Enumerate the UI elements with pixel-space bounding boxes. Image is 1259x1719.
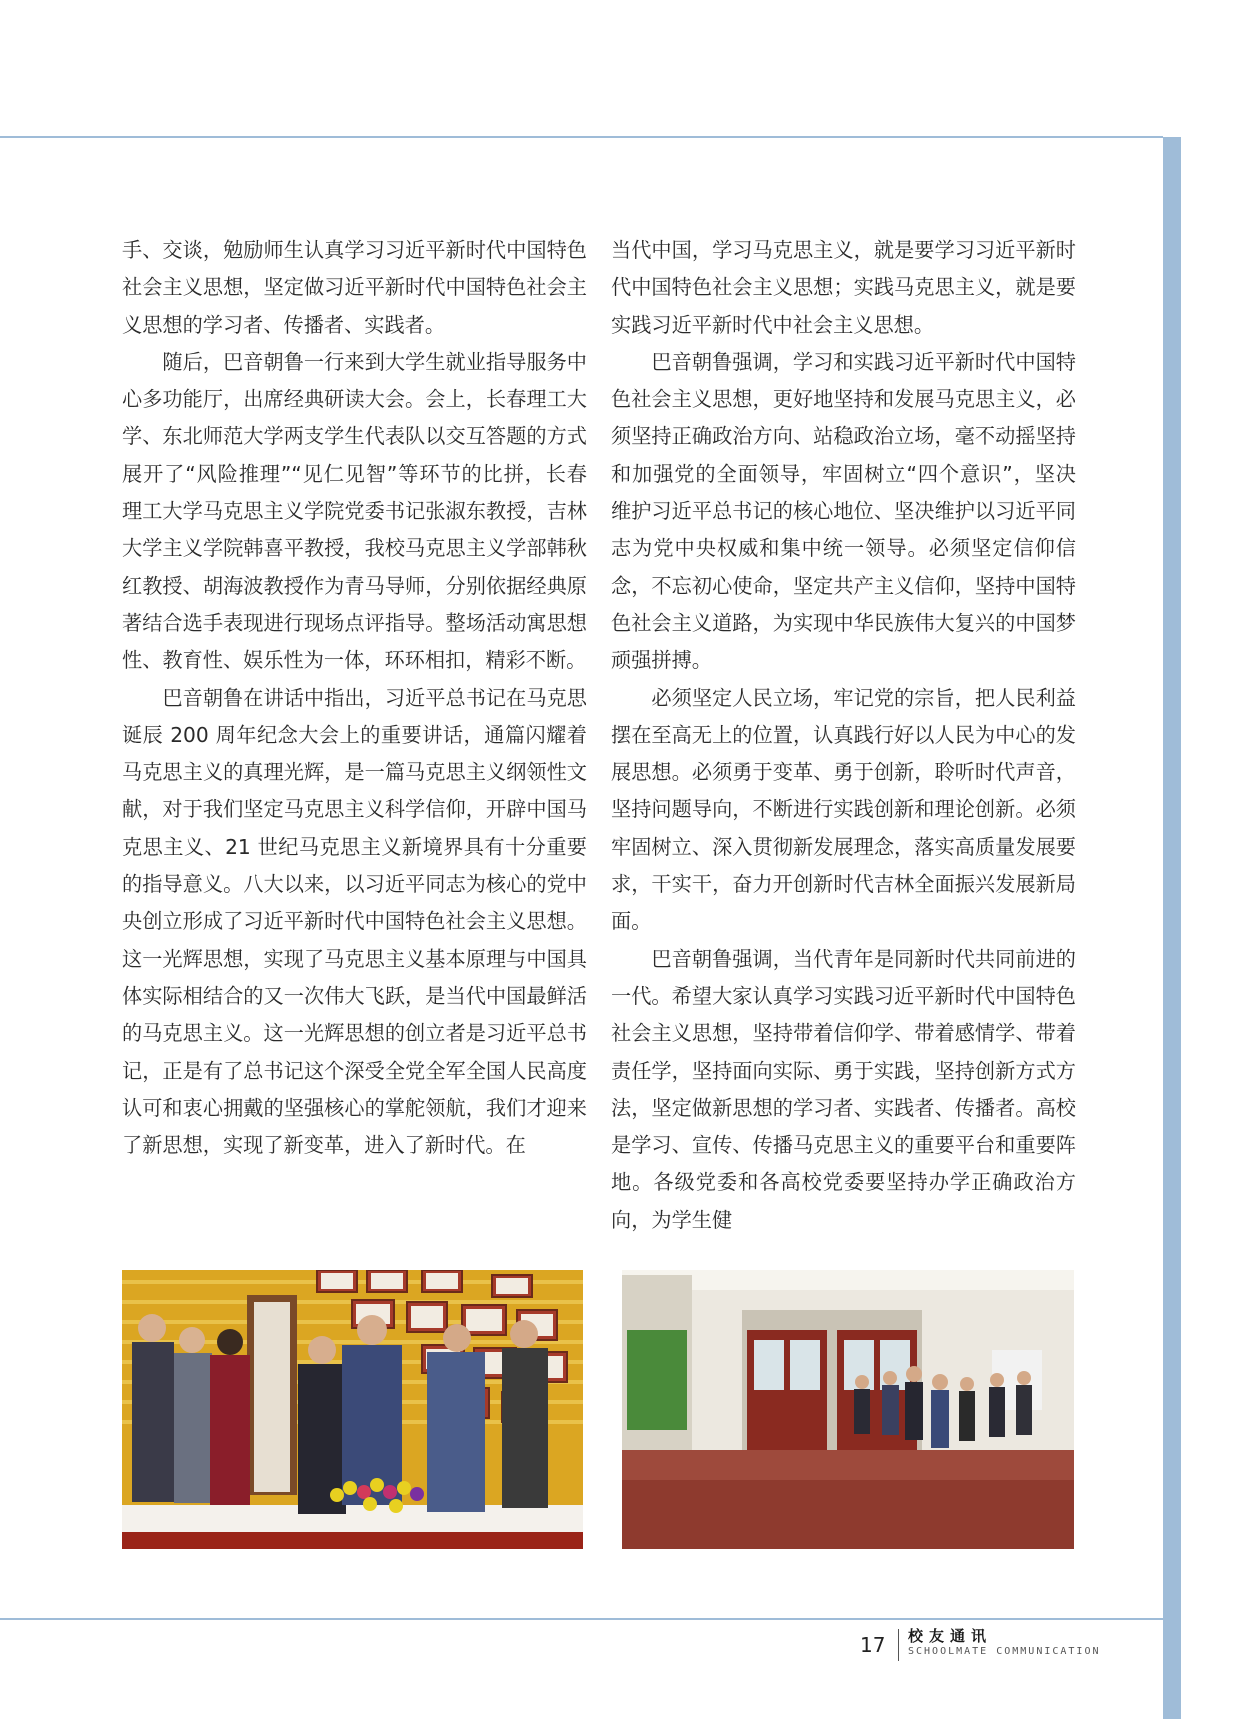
- photo-lobby: [622, 1270, 1074, 1549]
- lobby-illustration: [622, 1270, 1074, 1549]
- paragraph: 巴音朝鲁强调，学习和实践习近平新时代中国特色社会主义思想，更好地坚持和发展马克思主义，必须坚持正确政治方向、站稳政治立场，毫不动摇坚持和加强党的全面领导，牢固树立“四个意识”，坚决维护习近平总书记的核心地位、坚决维护以习近平同志为党中央权威和集中统一领导。必须坚定信仰信念，不忘初心使命，坚定共产主义信仰，坚持中国特色社会主义道路，为实现中华民族伟大复兴的中国梦顽强拼搏。: [611, 349, 1076, 673]
- paragraph: 随后，巴音朝鲁一行来到大学生就业指导服务中心多功能厅，出席经典研读大会。会上，长春理工大学、东北师范大学两支学生代表队以交互答题的方式展开了“风险推理”“见仁见智”等环节的比拼，长春理工大学马克思主义学院党委书记张淑东教授，吉林大学主义学院韩喜平教授，我校马克思主义学部韩秋红教授、胡海波教授作为青马导师，分别依据经典原著结合选手表现进行现场点评指导。整场活动寓思想性、教育性、娱乐性为一体，环环相扣，精彩不断。: [122, 349, 587, 673]
- bottom-rule: [0, 1618, 1163, 1620]
- side-color-bar: [1163, 137, 1181, 1719]
- paragraph: 必须坚定人民立场，牢记党的宗旨，把人民利益摆在至高无上的位置，认真践行好以人民为中心的发展思想。必须勇于变革、勇于创新，聆听时代声音，坚持问题导向，不断进行实践创新和理论创新。必须牢固树立、深入贯彻新发展理念，落实高质量发展要求，干实干，奋力开创新时代吉林全面振兴发展新局面。: [611, 685, 1076, 934]
- article-column-left: [122, 232, 587, 1164]
- magazine-subtitle: SCHOOLMATE COMMUNICATION: [908, 1646, 1101, 1657]
- top-rule: [0, 136, 1163, 138]
- paragraph: 巴音朝鲁强调，当代青年是同新时代共同前进的一代。希望大家认真学习实践习近平新时代中国特色社会主义思想，坚持带着信仰学、带着感情学、带着责任学，坚持面向实际、勇于实践，坚持创新方式方法，坚定做新思想的学习者、实践者、传播者。高校是学习、宣传、传播马克思主义的重要平台和重要阵地。各级党委和各高校党委要坚持办学正确政治方向，为学生健: [611, 946, 1076, 1232]
- magazine-title: 校友通讯: [908, 1627, 993, 1645]
- article-column-right: [611, 232, 1076, 1239]
- meeting-room-illustration: [122, 1270, 583, 1549]
- paragraph: 当代中国，学习马克思主义，就是要学习习近平新时代中国特色社会主义思想；实践马克思主义，就是要实践习近平新时代中社会主义思想。: [611, 238, 1076, 337]
- page-number: 17: [860, 1633, 886, 1657]
- paragraph: 巴音朝鲁在讲话中指出，习近平总书记在马克思诞辰 200 周年纪念大会上的重要讲话，通篇闪耀着马克思主义的真理光辉，是一篇马克思主义纲领性文献，对于我们坚定马克思主义科学信仰，开辟中国马克思主义、21 世纪马克思主义新境界具有十分重要的指导意义。八大以来，以习近平同志为核心的党中央创立形成了习近平新时代中国特色社会主义思想。这一光辉思想，实现了马克思主义基本原理与中国具体实际相结合的又一次伟大飞跃，是当代中国最鲜活的马克思主义。这一光辉思想的创立者是习近平总书记，正是有了总书记这个深受全党全军全国人民高度认可和衷心拥戴的坚强核心的掌舵领航，我们才迎来了新思想，实现了新变革，进入了新时代。在: [122, 685, 587, 1158]
- paragraph: 手、交谈，勉励师生认真学习习近平新时代中国特色社会主义思想，坚定做习近平新时代中国特色社会主义思想的学习者、传播者、实践者。: [122, 238, 587, 337]
- photo-meeting-room: [122, 1270, 583, 1549]
- footer-divider: [898, 1629, 899, 1661]
